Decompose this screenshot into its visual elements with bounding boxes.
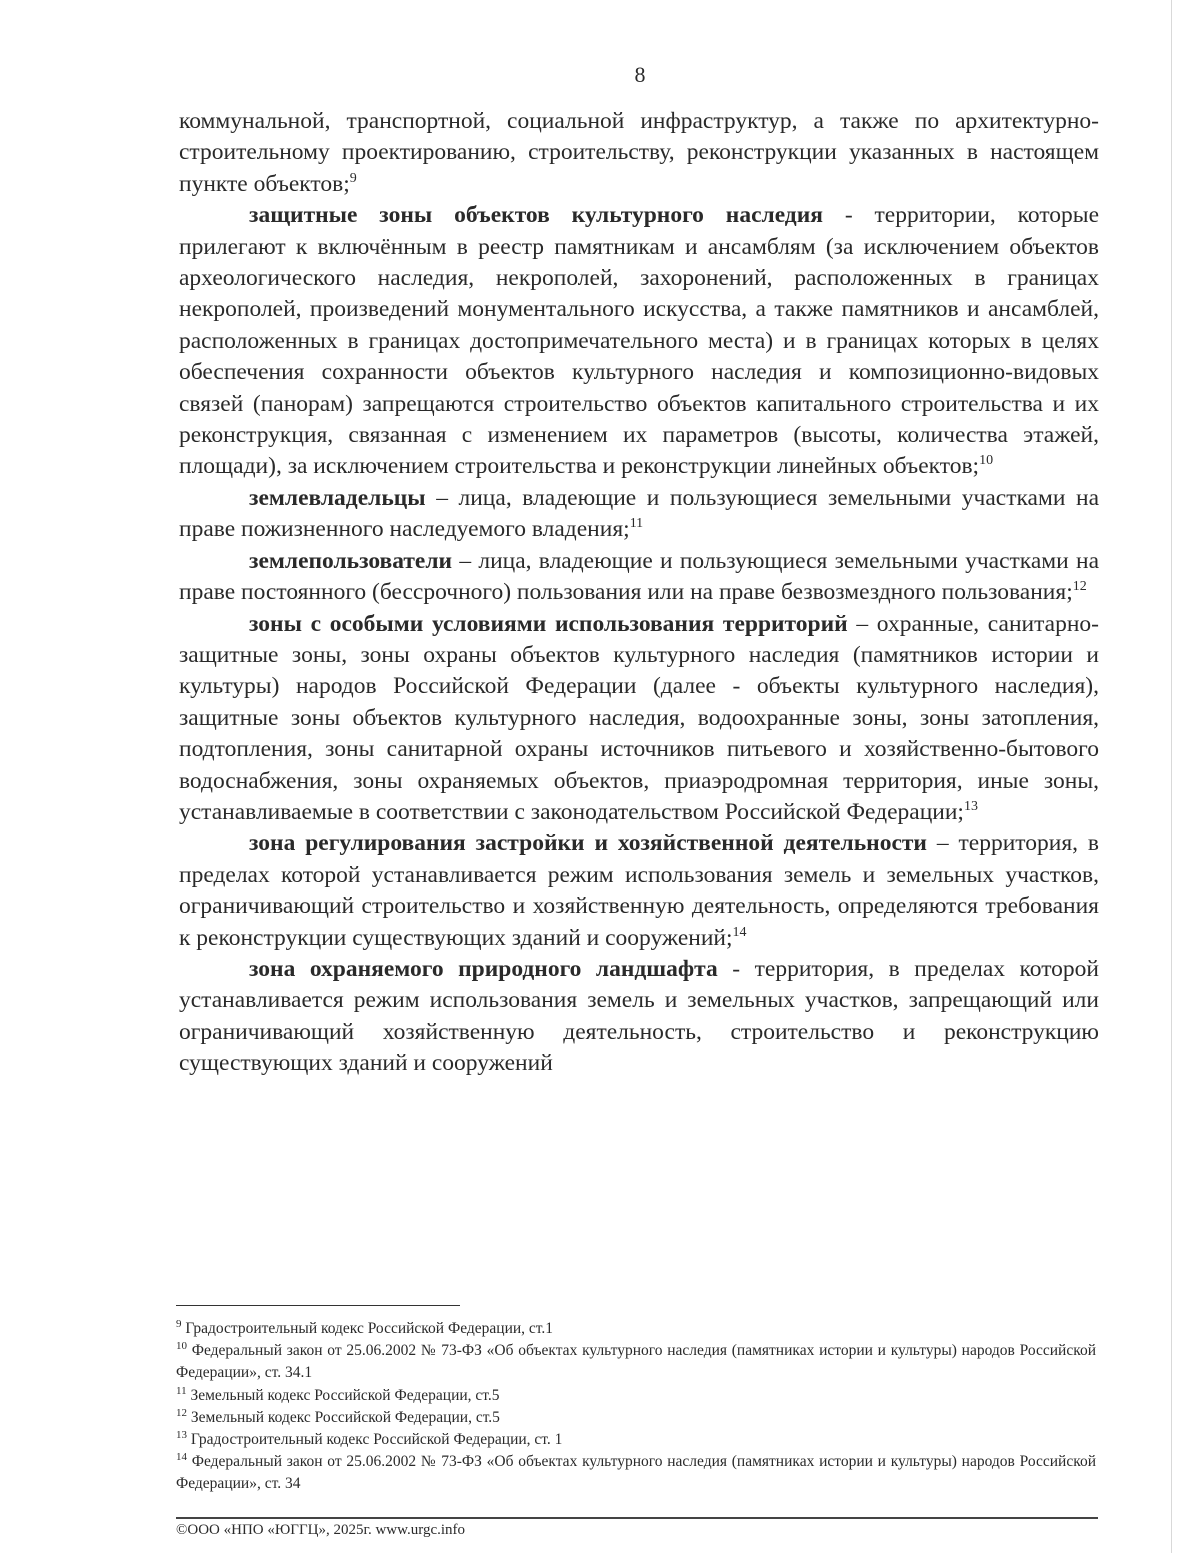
- definition-text: - территории, которые прилегают к включённым в реестр памятникам и ансамблям (за исключением объектов археологического наследия, некрополей, захоронений, расположенных в границах некрополей, произведений монументального искусства, а также памятников и ансамблей, расположенных в границах достопримечательного места) и в границах которых в целях обеспечения сохранности объектов культурного наследия и композиционно-видовых связей (панорам) запрещаются строительство объектов капитального строительства и их реконструкция, связанная с изменением их параметров (высоты, количества этажей, площади), за исключением строительства и реконструкции линейных объектов;: [179, 202, 1099, 480]
- footnote-text: Федеральный закон от 25.06.2002 № 73-ФЗ «Об объектах культурного наследия (памятниках истории и культуры) народов Российской Федерации», ст. 34.1: [176, 1342, 1096, 1382]
- footnote: [176, 1407, 1096, 1429]
- definition-text: – лица, владеющие и пользующиеся земельными участками на праве пожизненного наследуемого владения;: [179, 484, 1099, 543]
- definition-paragraph: [179, 609, 1099, 829]
- definition-text: - территория, в пределах которой устанавливается режим использования земель и земельных участков, запрещающий или ограничивающий хозяйственную деятельность, строительство и реконструкцию существующих зданий и сооружений: [179, 955, 1099, 1077]
- footnote-ref: 14: [732, 924, 747, 940]
- footnote-text: Земельный кодекс Российской Федерации, ст.5: [186, 1386, 500, 1404]
- footnote-number: 13: [176, 1428, 187, 1441]
- page-number: 8: [634, 62, 646, 87]
- definition-paragraph: [179, 828, 1099, 954]
- definition-paragraph: [179, 200, 1099, 483]
- footnote-number: 11: [176, 1384, 187, 1397]
- definition-term: зоны с особыми условиями использования территорий: [249, 610, 848, 637]
- scan-edge-line: [1171, 0, 1172, 1553]
- definition-term: землепользователи: [249, 547, 453, 574]
- footer-separator: [176, 1517, 1098, 1519]
- footnote-text: Градостроительный кодекс Российской Федерации, ст. 1: [187, 1431, 563, 1449]
- footnote-ref: 13: [963, 799, 978, 815]
- footnote-separator: [176, 1305, 460, 1306]
- footnote-ref: 9: [349, 170, 357, 186]
- footnote-text: Земельный кодекс Российской Федерации, ст.5: [187, 1408, 500, 1426]
- definition-text: – охранные, санитарно-защитные зоны, зоны охраны объектов культурного наследия (памятников истории и культуры) народов Российской Федерации (далее - объекты культурного наследия), защитные зоны объектов культурного наследия, водоохранные зоны, зоны затопления, подтопления, зоны санитарной охраны источников питьевого и хозяйственно-бытового водоснабжения, зоны охраняемых объектов, приаэродромная территория, иные зоны, устанавливаемые в соответствии с законодательством Российской Федерации;: [179, 610, 1099, 825]
- footnote: [176, 1318, 1096, 1340]
- definition-term: зона охраняемого природного ландшафта: [249, 955, 718, 982]
- definition-term: защитные зоны объектов культурного наследия: [249, 202, 823, 229]
- footnote: [176, 1451, 1096, 1495]
- definition-paragraph: [179, 546, 1099, 609]
- definition-text: – лица, владеющие и пользующиеся земельными участками на праве постоянного (бессрочного) пользования или на праве безвозмездного пользования;: [179, 547, 1099, 606]
- footnote-ref: 12: [1072, 579, 1087, 595]
- intro-text: коммунальной, транспортной, социальной инфраструктур, а также по архитектурно-строительному проектированию, строительству, реконструкции указанных в настоящем пункте объектов;: [179, 108, 1099, 197]
- footnote-text: Федеральный закон от 25.06.2002 № 73-ФЗ «Об объектах культурного наследия (памятниках истории и культуры) народов Российской Федерации», ст. 34: [176, 1453, 1096, 1493]
- definition-paragraph: [179, 954, 1099, 1080]
- document-body: [179, 106, 1099, 1080]
- footnote: [176, 1340, 1096, 1384]
- footnote-ref: 11: [629, 516, 644, 532]
- footnote-text: Градостроительный кодекс Российской Федерации, ст.1: [181, 1320, 554, 1337]
- definition-term: зона регулирования застройки и хозяйственной деятельности: [249, 830, 927, 857]
- intro-paragraph: [179, 106, 1099, 200]
- footnote-number: 9: [176, 1317, 182, 1330]
- footnote: [176, 1385, 1096, 1407]
- footnote-ref: 10: [979, 453, 994, 469]
- footnote-number: 12: [176, 1406, 187, 1419]
- definition-text: – территория, в пределах которой устанавливается режим использования земель и земельных участков, ограничивающий строительство и хозяйственную деятельность, определяются требования к реконструкции существующих зданий и сооружений;: [179, 830, 1100, 951]
- footnote: [176, 1429, 1096, 1451]
- definition-paragraph: [179, 483, 1099, 546]
- page-footer: ©ООО «НПО «ЮГГЦ», 2025г. www.urgc.info: [176, 1522, 466, 1538]
- definition-term: землевладельцы: [249, 484, 426, 511]
- footnotes: [176, 1318, 1096, 1496]
- footnote-number: 14: [176, 1451, 187, 1464]
- footnote-number: 10: [176, 1340, 187, 1353]
